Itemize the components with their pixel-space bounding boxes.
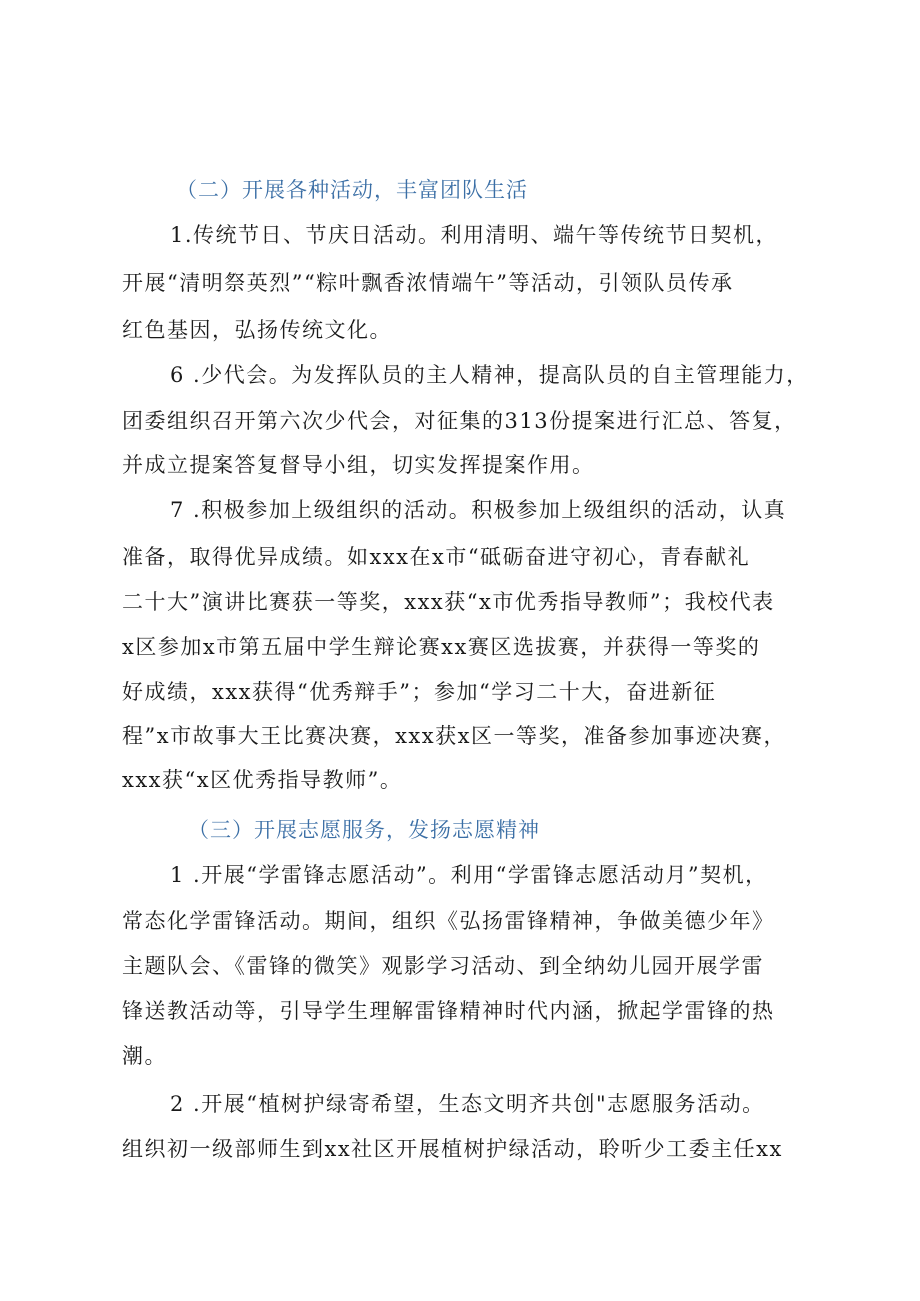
paragraph-line: 二十大”演讲比赛获一等奖，xxx获“x市优秀指导教师”；我校代表: [122, 590, 775, 614]
paragraph-line: 2 .开展“植树护绿寄希望，生态文明齐共创"志愿服务活动。: [170, 1092, 765, 1116]
paragraph-line: 潮。: [122, 1044, 167, 1068]
paragraph-line: 主题队会、《雷锋的微笑》观影学习活动、到全纳幼儿园开展学雷: [122, 954, 764, 978]
paragraph-line: 准备，取得优异成绩。如xxx在x市“砥砺奋进守初心，青春献礼: [122, 545, 751, 569]
section-heading-volunteer: （三）开展志愿服务，发扬志愿精神: [188, 818, 540, 842]
paragraph-line: 7 .积极参加上级组织的活动。积极参加上级组织的活动，认真: [170, 498, 787, 522]
section-heading-activities: （二）开展各种活动，丰富团队生活: [176, 178, 528, 202]
paragraph-line: 红色基因，弘扬传统文化。: [122, 318, 392, 342]
paragraph-line: 好成绩，xxx获得“优秀辩手”；参加“学习二十大，奋进新征: [122, 680, 717, 704]
paragraph-line: 程”x市故事大王比赛决赛，xxx获x区一等奖，准备参加事迹决赛，: [122, 724, 786, 748]
paragraph-line: 并成立提案答复督导小组，切实发挥提案作用。: [122, 453, 595, 477]
paragraph-line: 1.传统节日、节庆日活动。利用清明、端午等传统节日契机，: [170, 223, 779, 247]
paragraph-line: 团委组织召开第六次少代会，对征集的313份提案进行汇总、答复，: [122, 409, 797, 433]
paragraph-line: x区参加x市第五届中学生辩论赛xx赛区选拔赛，并获得一等奖的: [122, 635, 761, 659]
paragraph-line: xxx获“x区优秀指导教师”。: [122, 768, 403, 792]
paragraph-line: 常态化学雷锋活动。期间，组织《弘扬雷锋精神，争做美德少年》: [122, 909, 775, 933]
paragraph-line: 开展“清明祭英烈”“粽叶飘香浓情端午”等活动，引领队员传承: [122, 271, 734, 295]
paragraph-line: 6 .少代会。为发挥队员的主人精神，提高队员的自主管理能力，: [170, 363, 809, 387]
paragraph-line: 锋送教活动等，引导学生理解雷锋精神时代内涵，掀起学雷锋的热: [122, 999, 775, 1023]
paragraph-line: 组织初一级部师生到xx社区开展植树护绿活动，聆听少工委主任xx: [122, 1137, 783, 1161]
paragraph-line: 1 .开展“学雷锋志愿活动”。利用“学雷锋志愿活动月”契机，: [170, 863, 768, 887]
